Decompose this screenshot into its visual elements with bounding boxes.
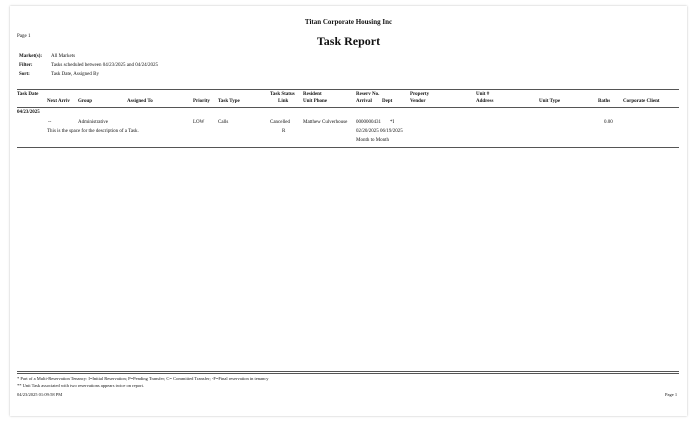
cell-task-status: Cancelled: [270, 120, 290, 125]
header-bottom-rule: [17, 107, 679, 108]
col-corporate-client: Corporate Client: [623, 99, 660, 104]
footer-note-2: ** Unit Task associated with two reservations appears twice on report.: [17, 383, 144, 388]
page-number-top: Page 1: [17, 34, 31, 39]
col-reserv-no: Reserv No.: [356, 92, 380, 97]
row-bottom-rule: [17, 147, 679, 148]
cell-baths: 0.00: [604, 120, 613, 125]
cell-dates: 02/20/2025 06/19/2025: [356, 129, 403, 134]
group-date: 04/23/2025: [17, 110, 40, 115]
col-address: Address: [476, 99, 494, 104]
footer-timestamp: 04/23/2025 01:09:58 PM: [17, 392, 63, 397]
footer-rule-bottom: [17, 373, 679, 374]
col-dept: Dept: [382, 99, 393, 104]
cell-reserv-no: 0000000431: [356, 120, 381, 125]
cell-description: This is the space for the description of a Task.: [47, 129, 139, 134]
footer-rule-top: [17, 371, 679, 372]
footer-note-1: * Part of a Multi-Reservation Tenancy: I=Initial Reservation; P=Pending Transfer; C= Committed Transfer; -F=Final reservation in tenancy: [17, 376, 269, 381]
cell-priority: LOW: [193, 120, 205, 125]
markets-label: Market(s):: [19, 54, 43, 59]
filter-value: Tasks scheduled between 04/23/2025 and 04/24/2025: [51, 63, 158, 68]
col-baths: Baths: [598, 99, 611, 104]
report-page: [10, 6, 687, 416]
col-unit-no: Unit #: [476, 92, 490, 97]
cell-term: Month to Month: [356, 138, 390, 143]
sort-label: Sort:: [19, 72, 30, 77]
cell-next-arriv: --: [48, 120, 52, 125]
cell-task-type: Calls: [218, 120, 229, 125]
col-unit-type: Unit Type: [539, 99, 561, 104]
col-property: Property: [410, 92, 430, 97]
col-task-type: Task Type: [218, 99, 240, 104]
cell-link: R: [282, 129, 286, 134]
page-number-bottom: Page 1: [665, 392, 678, 397]
cell-reserv-flag: *I: [390, 120, 395, 125]
col-next-arriv: Next Arriv: [47, 99, 70, 104]
col-link: Link: [278, 99, 289, 104]
markets-value: All Markets: [51, 54, 76, 59]
col-unit-phone: Unit Phone: [303, 99, 328, 104]
col-group: Group: [78, 99, 93, 104]
filter-label: Filter:: [19, 63, 33, 68]
cell-resident: Matthew Culverhouse: [303, 120, 348, 125]
col-task-status: Task Status: [270, 92, 295, 97]
col-arrival: Arrival: [356, 99, 372, 104]
col-resident: Resident: [303, 92, 322, 97]
company-name: Titan Corporate Housing Inc: [304, 18, 393, 26]
header-top-rule: [17, 89, 679, 90]
sort-value: Task Date, Assigned By: [51, 72, 99, 77]
col-task-date: Task Date: [17, 92, 39, 97]
cell-group: Administrative: [78, 120, 108, 125]
col-vendor: Vendor: [410, 99, 426, 104]
report-title: Task Report: [316, 34, 381, 48]
col-priority: Priority: [193, 99, 210, 104]
col-assigned-to: Assigned To: [127, 99, 153, 104]
